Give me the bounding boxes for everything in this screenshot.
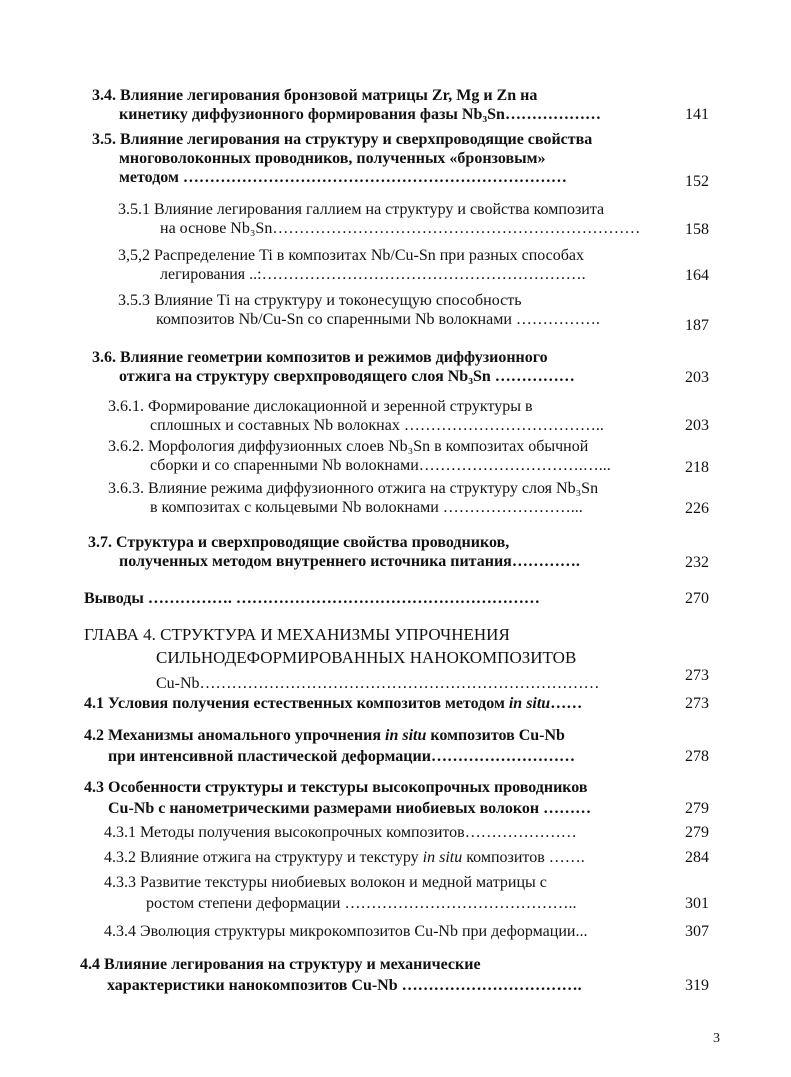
toc-entry-conclusions xyxy=(84,589,540,608)
toc-page: 226 xyxy=(685,500,709,517)
toc-line: 3.4. Влияние легирования бронзовой матрицы Zr, Mg и Zn на xyxy=(92,87,538,104)
toc-line: 4.1 Условия получения естественных композитов методом in situ…… xyxy=(84,695,583,712)
toc-page: 141 xyxy=(685,106,709,123)
toc-page: 284 xyxy=(685,849,709,866)
toc-entry-4-4 xyxy=(80,955,582,995)
toc-line: многоволоконных проводников, полученных «бронзовым» xyxy=(119,150,546,167)
toc-page: 307 xyxy=(685,923,709,940)
toc-line: 3,5,2 Распределение Ti в композитах Nb/Cu-Sn при разных способах xyxy=(118,247,584,264)
toc-line: характеристики нанокомпозитов Cu-Nb ……………………………. xyxy=(107,977,582,994)
toc-page: 158 xyxy=(685,221,709,238)
toc-page: 218 xyxy=(685,459,709,476)
toc-line: 3.5.3 Влияние Ti на структуру и токонесущую способность xyxy=(118,292,522,309)
toc-entry-4-2 xyxy=(84,726,575,766)
toc-page: 187 xyxy=(685,317,709,334)
toc-entry-3-7 xyxy=(88,533,580,571)
toc-entry-4-3-4 xyxy=(104,922,587,941)
toc-entry-4-3 xyxy=(84,778,591,818)
toc-line: сборки и со спаренными Nb волокнами………………………….…... xyxy=(150,457,611,474)
toc-line: 4.3 Особенности структуры и текстуры высокопрочных проводников xyxy=(84,779,588,796)
chapter-title-line: ГЛАВА 4. СТРУКТУРА И МЕХАНИЗМЫ УПРОЧНЕНИЯ xyxy=(84,625,510,644)
toc-line: композитов Nb/Cu-Sn со спаренными Nb волокнами ……………. xyxy=(156,311,600,328)
toc-line: 4.3.3 Развитие текстуры ниобиевых волокон и медной матрицы с xyxy=(104,874,547,891)
toc-entry-4-3-1 xyxy=(104,823,577,842)
toc-line: 3.6.1. Формирование дислокационной и зеренной структуры в xyxy=(108,398,533,415)
toc-line: ростом степени деформации …………………………………….. xyxy=(146,895,577,912)
toc-line: 4.3.2 Влияние отжига на структуру и текстуру in situ композитов ……. xyxy=(104,849,585,866)
toc-line: Выводы ……………. ………………………………………………… xyxy=(84,590,540,607)
toc-entry-3-5-2 xyxy=(118,246,586,284)
toc-line: 4.4 Влияние легирования на структуру и механические xyxy=(80,956,481,973)
toc-line: 3.6.3. Влияние режима диффузионного отжига на структуру слоя Nb₃Sn xyxy=(108,480,599,497)
toc-line: при интенсивной пластической деформации……………………… xyxy=(108,748,575,765)
toc-page: 270 xyxy=(685,590,709,607)
toc-line: 3.5.1 Влияние легирования галлием на структуру и свойства композита xyxy=(118,201,605,218)
toc-page: 152 xyxy=(685,173,709,190)
toc-page: 273 xyxy=(685,695,709,712)
page-number: 3 xyxy=(713,1031,720,1046)
toc-entry-3-6-2 xyxy=(108,437,611,475)
toc-line: легирования ..:……………………………………………………. xyxy=(160,266,586,283)
toc-line: кинетику диффузионного формирования фазы Nb₃Sn……………… xyxy=(119,106,601,123)
toc-line: Cu-Nb с нанометрическими размерами ниобиевых волокон ……… xyxy=(108,800,592,817)
toc-page: 279 xyxy=(685,800,709,817)
toc-entry-3-6-1 xyxy=(108,397,604,435)
toc-entry-3-5-3 xyxy=(118,291,600,329)
toc-line: методом ……………………………………………………………… xyxy=(119,169,567,186)
toc-page: 319 xyxy=(685,977,709,994)
toc-entry-4-1 xyxy=(84,694,582,713)
toc-line: 3.5. Влияние легирования на структуру и сверхпроводящие свойства xyxy=(92,131,593,148)
toc-line: на основе Nb₃Sn…………………………………………………………… xyxy=(160,220,641,237)
toc-entry-3-6-3 xyxy=(108,479,598,517)
toc-entry-3-6 xyxy=(92,348,575,386)
toc-line: в композитах с кольцевыми Nb волокнами ……………………... xyxy=(150,499,583,516)
toc-page: 203 xyxy=(685,417,709,434)
toc-line: 4.2 Механизмы аномального упрочнения in situ композитов Cu-Nb xyxy=(84,727,565,744)
toc-line: 3.6.2. Морфология диффузионных слоев Nb₃Sn в композитах обычной xyxy=(108,438,589,455)
toc-page: 273 xyxy=(685,667,709,684)
toc-line: 3.6. Влияние геометрии композитов и режимов диффузионного xyxy=(92,349,548,366)
toc-line: 3.7. Структура и сверхпроводящие свойства проводников, xyxy=(88,534,510,551)
toc-entry-3-5-1 xyxy=(118,200,640,238)
toc-page: 232 xyxy=(685,554,709,571)
toc-entry-4-3-2 xyxy=(104,848,585,867)
toc-line: 4.3.4 Эволюция структуры микрокомпозитов Cu-Nb при деформации... xyxy=(104,923,588,940)
toc-line: сплошных и составных Nb волокнах ……………………………….. xyxy=(150,417,604,434)
chapter-title-line: Cu-Nb………………………………………………………………… xyxy=(156,675,600,692)
chapter-4-heading xyxy=(84,624,600,693)
toc-page: 203 xyxy=(685,369,709,386)
toc-page: 164 xyxy=(685,267,709,284)
chapter-title-line: СИЛЬНОДЕФОРМИРОВАННЫХ НАНОКОМПОЗИТОВ xyxy=(156,648,577,667)
toc-line: отжига на структуру сверхпроводящего слоя Nb₃Sn …………… xyxy=(119,368,575,385)
toc-entry-4-3-3 xyxy=(104,873,576,913)
toc-entry-3-5 xyxy=(92,130,592,187)
toc-page: 279 xyxy=(685,824,709,841)
toc-entry-3-4 xyxy=(92,86,601,124)
toc-page: 278 xyxy=(685,748,709,765)
toc-page: 301 xyxy=(685,895,709,912)
toc-line: 4.3.1 Методы получения высокопрочных композитов………………… xyxy=(104,824,577,841)
toc-line: полученных методом внутреннего источника питания…………. xyxy=(119,553,580,570)
